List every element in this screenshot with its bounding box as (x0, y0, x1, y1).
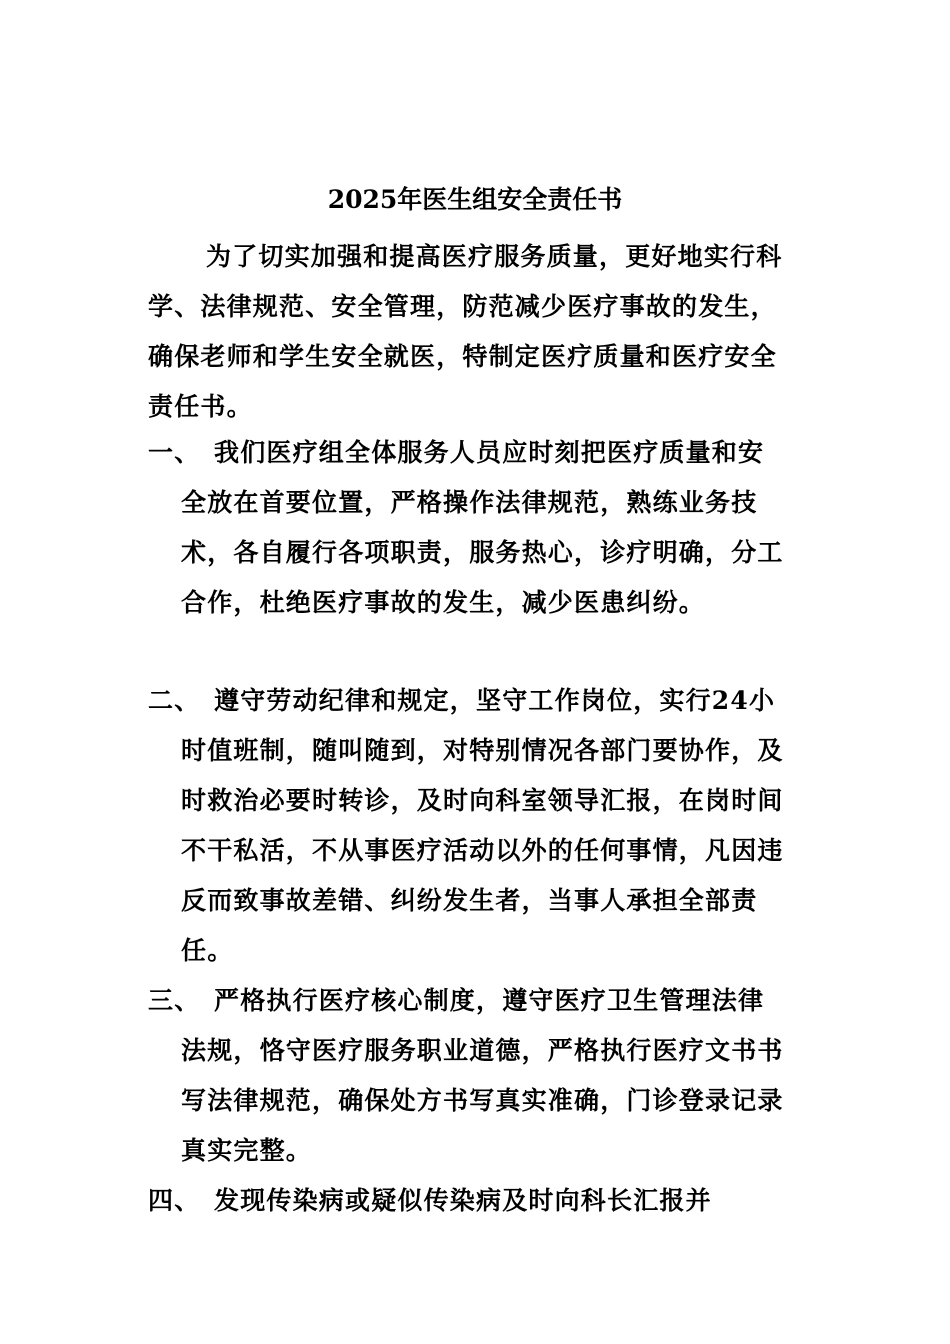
document-title: 2025年医生组安全责任书 (327, 185, 623, 214)
list-item-3 (148, 976, 784, 1176)
list-item-text: 我们医疗组全体服务人员应时刻把医疗质量和安全放在首要位置，严格操作法律规范，熟练业务技术，各自履行各项职责，服务热心，诊疗明确，分工合作，杜绝医疗事故的发生，减少医患纠纷。 (181, 438, 784, 617)
list-item-number: 二、 (148, 686, 201, 715)
list-item-text: 严格执行医疗核心制度，遵守医疗卫生管理法律法规，恪守医疗服务职业道德，严格执行医疗文书书写法律规范，确保处方书写真实准确，门诊登录记录真实完整。 (181, 986, 784, 1165)
list-item-text: 发现传染病或疑似传染病及时向科长汇报并 (214, 1186, 712, 1215)
intro-paragraph: 为了切实加强和提高医疗服务质量，更好地实行科学、法律规范、安全管理，防范减少医疗事故的发生，确保老师和学生安全就医，特制定医疗质量和医疗安全责任书。 (148, 242, 783, 421)
list-item-4 (148, 1176, 784, 1226)
list-item-number: 四、 (148, 1186, 201, 1215)
list-item-number: 三、 (148, 986, 201, 1015)
list-item-2 (148, 676, 784, 976)
list-item-1 (148, 428, 784, 628)
list-item-text: 遵守劳动纪律和规定，坚守工作岗位，实行24小时值班制，随叫随到，对特别情况各部门要协作，及时救治必要时转诊，及时向科室领导汇报，在岗时间不干私活，不从事医疗活动以外的任何事情，凡因违反而致事故差错、纠纷发生者，当事人承担全部责任。 (181, 686, 784, 965)
list-item-number: 一、 (148, 438, 201, 467)
